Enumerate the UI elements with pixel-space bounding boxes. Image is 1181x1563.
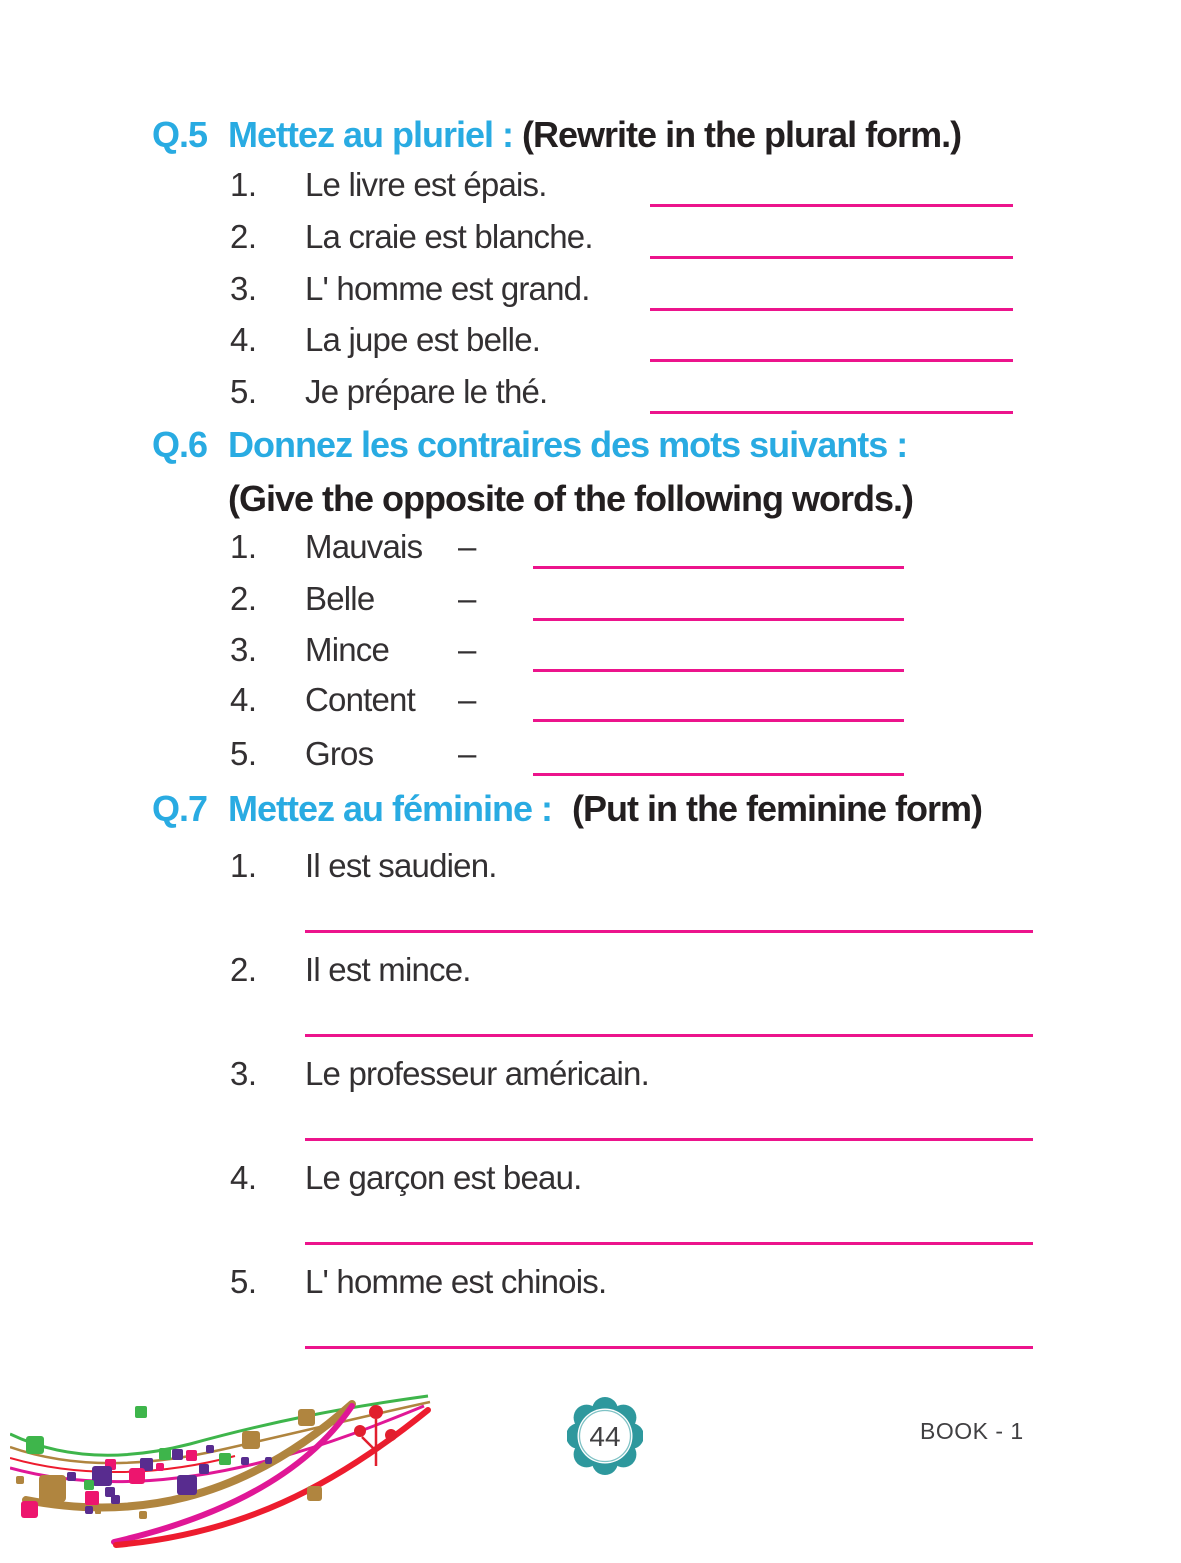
item-sentence: Il est saudien. [305,847,497,884]
q6-item-row [230,527,904,569]
item-word: Gros [305,735,374,772]
q7-item-row [230,1053,1033,1141]
q7-item-row [230,1157,1033,1245]
item-word: Mince [305,631,390,668]
q6-header [152,424,907,466]
answer-blank-line [650,411,1013,414]
item-word: Mauvais [305,528,423,565]
answer-blank-line [533,669,904,672]
page-number: 44 [589,1421,621,1452]
item-sentence: Le professeur américain. [305,1055,649,1092]
item-number: 3. [230,631,257,668]
answer-blank-line [533,566,904,569]
item-number: 5. [230,735,257,772]
q6-item-row [230,734,904,776]
item-number: 1. [230,528,257,565]
q5-number-label: Q.5 [152,114,208,155]
answer-blank-line [533,719,904,722]
item-number: 2. [230,580,257,617]
item-sentence: Il est mince. [305,951,471,988]
answer-blank-line [650,204,1013,207]
item-word: Content [305,681,415,718]
item-number: 4. [230,1159,257,1196]
q7-title-english: (Put in the feminine form) [572,788,983,829]
item-sentence: La craie est blanche. [305,218,593,255]
answer-blank-line [305,1346,1033,1349]
answer-blank-line [533,773,904,776]
item-sentence: Le livre est épais. [305,166,547,203]
q6-title-english: (Give the opposite of the following words.) [228,478,913,519]
q5-item-row [230,165,1013,207]
item-number: 1. [230,847,257,884]
book-label: BOOK - 1 [920,1418,1024,1444]
answer-blank-line [650,308,1013,311]
item-dash: – [458,580,477,617]
q5-title-french: Mettez au pluriel : [228,114,514,155]
item-number: 1. [230,166,257,203]
item-dash: – [458,631,477,668]
q6-number-label: Q.6 [152,424,208,465]
q5-item-row [230,320,1013,362]
item-number: 5. [230,373,257,410]
q7-title-french: Mettez au féminine : [228,788,553,829]
q5-item-row [230,269,1013,311]
answer-blank-line [305,930,1033,933]
item-sentence: L' homme est chinois. [305,1263,607,1300]
answer-blank-line [305,1242,1033,1245]
item-number: 4. [230,681,257,718]
answer-blank-line [305,1034,1033,1037]
item-sentence: L' homme est grand. [305,270,590,307]
q6-title-french: Donnez les contraires des mots suivants : [228,424,908,465]
answer-blank-line [533,618,904,621]
q5-title-english: (Rewrite in the plural form.) [522,114,962,155]
q7-item-row [230,845,1033,933]
answer-blank-line [650,256,1013,259]
q6-item-row [230,630,904,672]
item-sentence: Le garçon est beau. [305,1159,582,1196]
item-number: 5. [230,1263,257,1300]
answer-blank-line [650,359,1013,362]
q7-header [152,788,982,830]
item-word: Belle [305,580,375,617]
item-number: 3. [230,270,257,307]
item-sentence: La jupe est belle. [305,321,541,358]
item-number: 2. [230,218,257,255]
page-number-badge [567,1396,643,1476]
q6-item-row [230,680,904,722]
q5-item-row [230,217,1013,259]
footer-decoration [10,1392,434,1562]
item-sentence: Je prépare le thé. [305,373,548,410]
answer-blank-line [305,1138,1033,1141]
q5-header [152,114,961,156]
q5-item-row [230,372,1013,414]
item-number: 4. [230,321,257,358]
item-dash: – [458,735,477,772]
item-dash: – [458,681,477,718]
item-dash: – [458,528,477,565]
item-number: 2. [230,951,257,988]
q7-item-row [230,1261,1033,1349]
item-number: 3. [230,1055,257,1092]
q7-number-label: Q.7 [152,788,208,829]
q7-item-row [230,949,1033,1037]
q6-item-row [230,579,904,621]
